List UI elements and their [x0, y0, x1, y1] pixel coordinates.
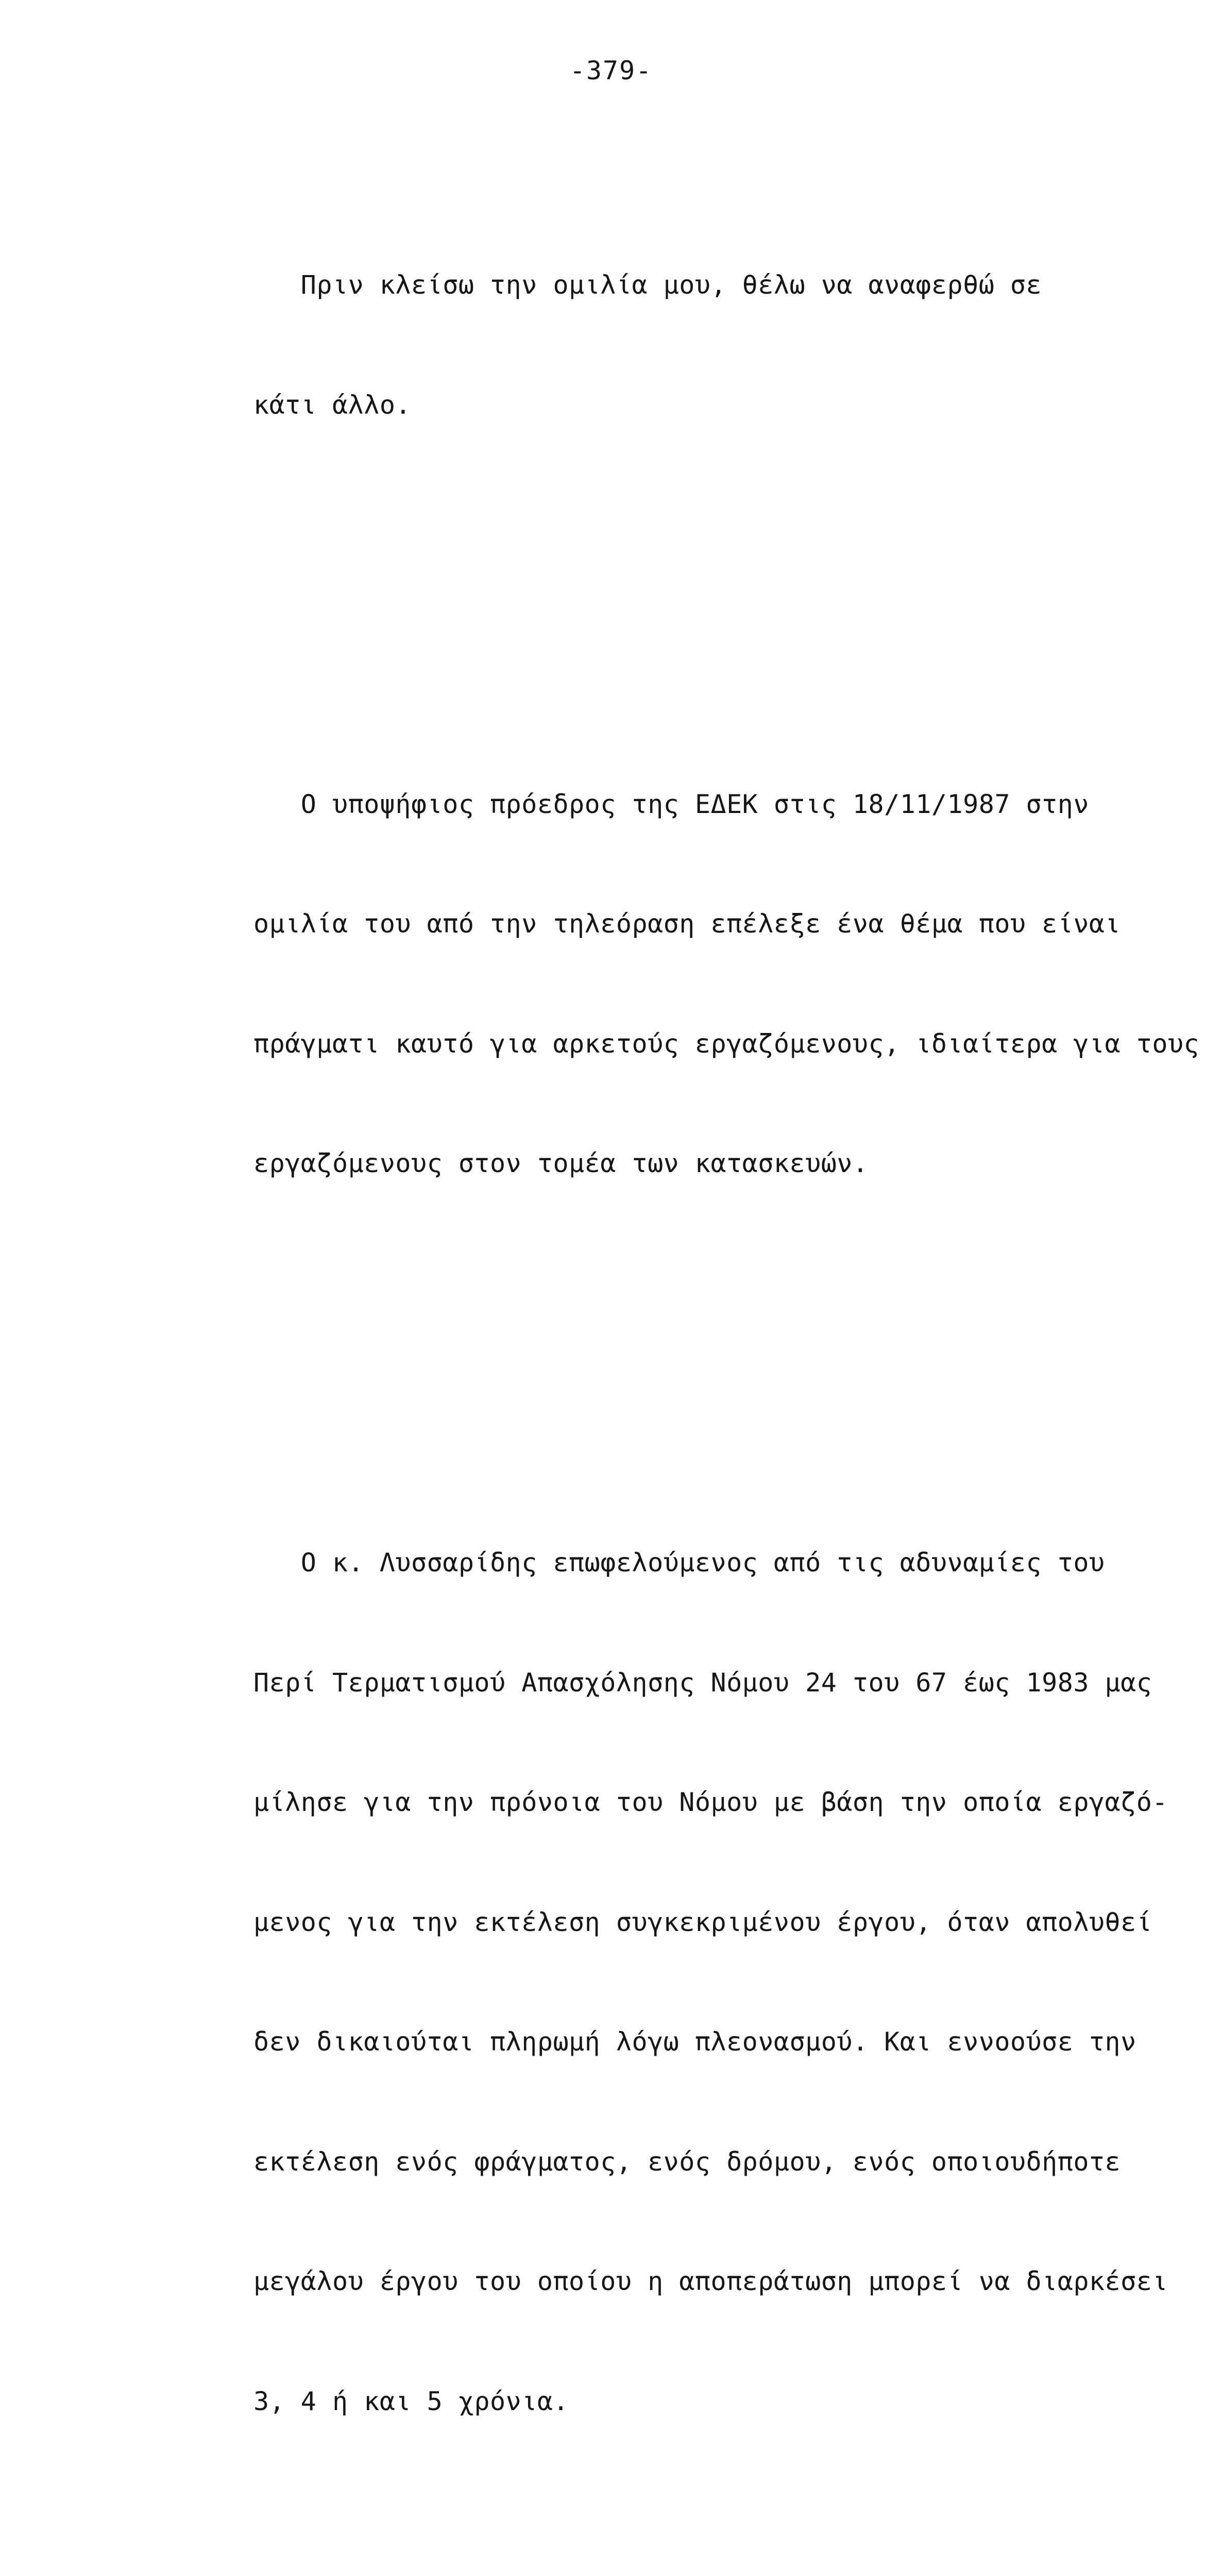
text-line: Πριν κλείσω την ομιλία μου, θέλω να αναφερθώ σε — [253, 270, 1042, 300]
text-line: κάτι άλλο. — [253, 389, 412, 420]
paragraph-1 — [253, 185, 1222, 505]
text-line: μενος για την εκτέλεση συγκεκριμένου έργου, όταν απολυθεί — [253, 1907, 1152, 1937]
text-line: δεν δικαιούται πληρωμή λόγω πλεονασμού. Και εννοούσε την — [253, 2027, 1136, 2057]
text-line: εργαζόμενους στον τομέα των κατασκευών. — [253, 1148, 869, 1178]
paragraph-3 — [253, 1463, 1222, 2501]
document-body — [253, 106, 1222, 2576]
page-number: -379- — [569, 56, 653, 86]
text-line: ομιλία του από την τηλεόραση επέλεξε ένα θέμα που είναι — [253, 909, 1121, 939]
text-line: 3, 4 ή και 5 χρόνια. — [253, 2386, 569, 2416]
paragraph-2 — [253, 705, 1222, 1264]
text-line: πράγματι καυτό για αρκετούς εργαζόμενους, ιδιαίτερα για τους — [253, 1028, 1200, 1059]
text-line: μίλησε για την πρόνοια του Νόμου με βάση την οποία εργαζό- — [253, 1787, 1168, 1817]
text-line: Περί Τερματισμού Απασχόλησης Νόμου 24 του 67 έως 1983 μας — [253, 1667, 1152, 1698]
text-line: μεγάλου έργου του οποίου η αποπεράτωση μπορεί να διαρκέσει — [253, 2266, 1168, 2296]
text-line: εκτέλεση ενός φράγματος, ενός δρόμου, ενός οποιουδήποτε — [253, 2146, 1121, 2177]
text-line: Ο κ. Λυσσαρίδης επωφελούμενος από τις αδυναμίες του — [253, 1548, 1105, 1578]
text-line: Ο υποψήφιος πρόεδρος της ΕΔΕΚ στις 18/11/1987 στην — [253, 789, 1089, 819]
